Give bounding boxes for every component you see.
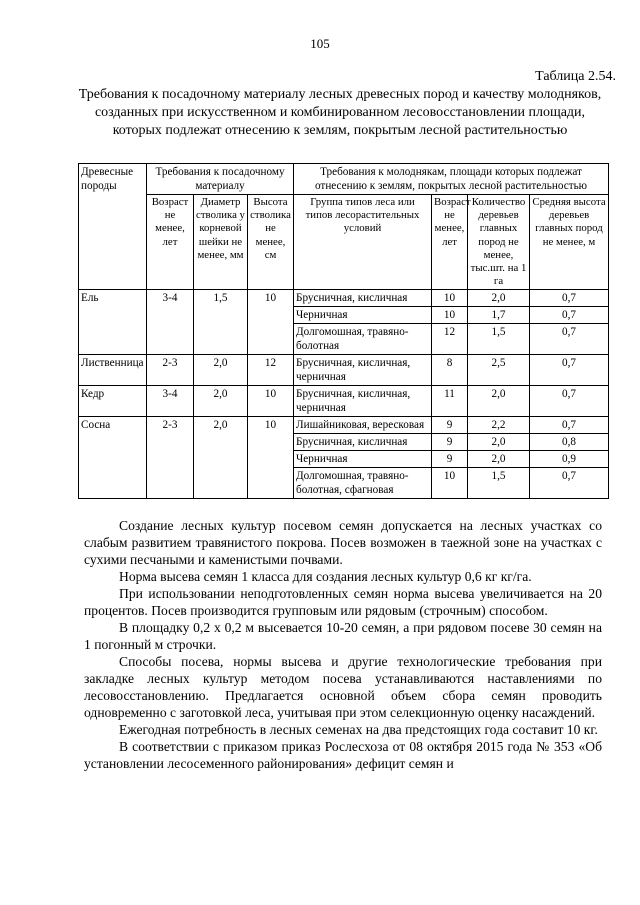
- tree-count-cell: 2,2: [468, 417, 530, 434]
- avg-height-cell: 0,7: [530, 468, 609, 499]
- header-diameter: Диаметр стволика у корневой шейки не менее, мм: [194, 195, 248, 290]
- paragraph: Создание лесных культур посевом семян допускается на лесных участках со слабым развитием травянистого покрова. Посев возможен в таежной зоне на участках с сухими песчаными и каменистыми почвами.: [84, 518, 602, 567]
- young-age-cell: 12: [432, 324, 468, 355]
- forest-group-cell: Черничная: [294, 451, 432, 468]
- tree-count-cell: 2,0: [468, 451, 530, 468]
- avg-height-cell: 0,7: [530, 307, 609, 324]
- table-row: [79, 417, 609, 434]
- header-planting-req: Требования к посадочному материалу: [147, 164, 294, 195]
- header-age: Возраст не менее, лет: [147, 195, 194, 290]
- young-age-cell: 10: [432, 290, 468, 307]
- table-row: [79, 355, 609, 386]
- young-age-cell: 10: [432, 468, 468, 499]
- header-tree-count: Количество деревьев главных пород не менее, тыс.шт. на 1 га: [468, 195, 530, 290]
- seedling-age-cell: 2-3: [147, 417, 194, 499]
- header-avg-height: Средняя высота деревьев главных пород не менее, м: [530, 195, 609, 290]
- seedling-age-cell: 2-3: [147, 355, 194, 386]
- table-row: [79, 290, 609, 307]
- avg-height-cell: 0,8: [530, 434, 609, 451]
- forest-group-cell: Долгомошная, травяно-болотная: [294, 324, 432, 355]
- height-cell: 10: [248, 386, 294, 417]
- tree-count-cell: 2,5: [468, 355, 530, 386]
- paragraph: В площадку 0,2 х 0,2 м высевается 10-20 семян, а при рядовом посеве 30 семян на 1 погонный м строчки.: [84, 620, 602, 652]
- forest-group-cell: Черничная: [294, 307, 432, 324]
- avg-height-cell: 0,9: [530, 451, 609, 468]
- diameter-cell: 2,0: [194, 417, 248, 499]
- paragraph: Ежегодная потребность в лесных семенах на два предстоящих года составит 10 кг.: [119, 722, 598, 737]
- forest-group-cell: Брусничная, кисличная: [294, 434, 432, 451]
- header-young-req: Требования к молоднякам, площади которых подлежат отнесению к землям, покрытых лесной растительностью: [294, 164, 609, 195]
- tree-count-cell: 1,5: [468, 324, 530, 355]
- tree-count-cell: 1,5: [468, 468, 530, 499]
- forest-group-cell: Брусничная, кисличная, черничная: [294, 355, 432, 386]
- young-age-cell: 11: [432, 386, 468, 417]
- table-row: [79, 386, 609, 417]
- paragraph: В соответствии с приказом приказ Рослесхоза от 08 октября 2015 года № 353 «Об установлении лесосеменного районирования» дефицит семян и: [84, 739, 602, 771]
- page-number: 105: [310, 36, 330, 51]
- table-label: Таблица 2.54.: [535, 69, 616, 84]
- forest-group-cell: Долгомошная, травяно-болотная, сфагновая: [294, 468, 432, 499]
- avg-height-cell: 0,7: [530, 417, 609, 434]
- height-cell: 10: [248, 290, 294, 355]
- tree-count-cell: 2,0: [468, 290, 530, 307]
- height-cell: 10: [248, 417, 294, 499]
- avg-height-cell: 0,7: [530, 290, 609, 307]
- diameter-cell: 1,5: [194, 290, 248, 355]
- species-cell: Ель: [79, 290, 147, 355]
- height-cell: 12: [248, 355, 294, 386]
- species-cell: Сосна: [79, 417, 147, 499]
- species-cell: Лиственница: [79, 355, 147, 386]
- paragraph: При использовании неподготовленных семян норма высева увеличивается на 20 процентов. Посев производится групповым или рядовым (строчным) способом.: [84, 586, 602, 618]
- avg-height-cell: 0,7: [530, 355, 609, 386]
- avg-height-cell: 0,7: [530, 324, 609, 355]
- requirements-table: [78, 163, 609, 499]
- seedling-age-cell: 3-4: [147, 290, 194, 355]
- diameter-cell: 2,0: [194, 355, 248, 386]
- diameter-cell: 2,0: [194, 386, 248, 417]
- paragraph: Норма высева семян 1 класса для создания лесных культур 0,6 кг кг/га.: [119, 569, 532, 584]
- species-cell: Кедр: [79, 386, 147, 417]
- header-forest-group: Группа типов леса или типов лесорастительных условий: [294, 195, 432, 290]
- avg-height-cell: 0,7: [530, 386, 609, 417]
- seedling-age-cell: 3-4: [147, 386, 194, 417]
- forest-group-cell: Лишайниковая, вересковая: [294, 417, 432, 434]
- paragraph: Способы посева, нормы высева и другие технологические требования при закладке лесных культур методом посева устанавливаются наставлениями по лесовосстановлению. Предлагается основной объем сбора семян проводить одновременно с заготовкой леса, учитывая при этом селекционную оценку насаждений.: [84, 654, 602, 720]
- tree-count-cell: 2,0: [468, 434, 530, 451]
- young-age-cell: 8: [432, 355, 468, 386]
- young-age-cell: 9: [432, 451, 468, 468]
- header-young-age: Возраст не менее, лет: [432, 195, 468, 290]
- forest-group-cell: Брусничная, кисличная: [294, 290, 432, 307]
- tree-count-cell: 2,0: [468, 386, 530, 417]
- header-height: Высота стволика не менее, см: [248, 195, 294, 290]
- young-age-cell: 9: [432, 434, 468, 451]
- young-age-cell: 10: [432, 307, 468, 324]
- table-caption: Требования к посадочному материалу лесных древесных пород и качеству молодняков, созданных при искусственном и комбинированном лесовосстановлении площади, которых подлежат отнесению к землям, покрытым лесной растительностью: [78, 87, 602, 138]
- body-text: [84, 517, 602, 772]
- forest-group-cell: Брусничная, кисличная, черничная: [294, 386, 432, 417]
- header-species: Древесные породы: [79, 164, 147, 290]
- young-age-cell: 9: [432, 417, 468, 434]
- tree-count-cell: 1,7: [468, 307, 530, 324]
